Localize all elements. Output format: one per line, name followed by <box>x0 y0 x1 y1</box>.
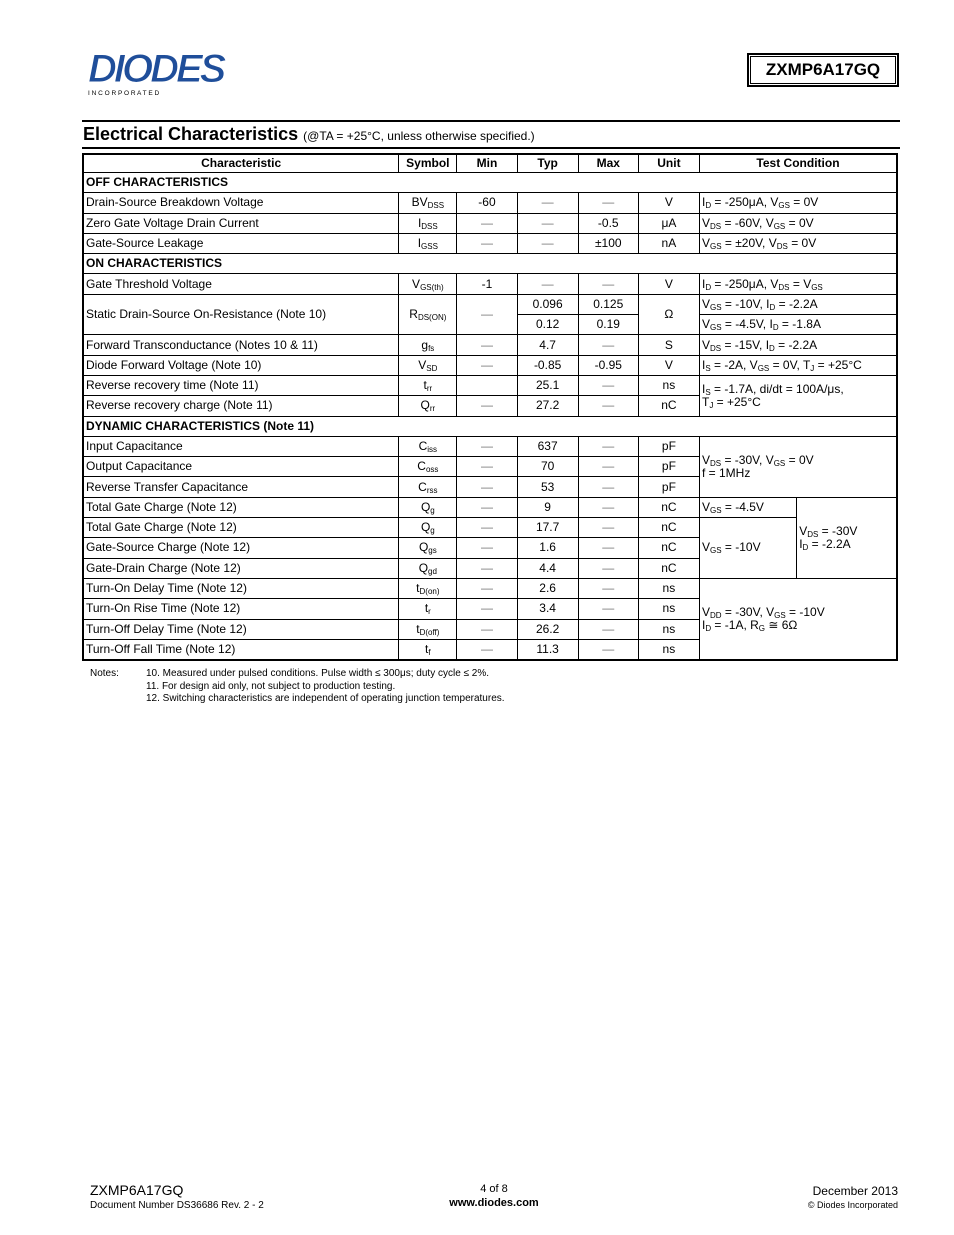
unit-cell: nC <box>638 538 699 558</box>
typ-cell: 17.7 <box>517 518 578 538</box>
test-cell: $I_S = -2A$, $V_{GS} = 0V$, $T_J = +25^\circ C$ <box>699 355 897 375</box>
table-row <box>83 274 897 294</box>
table-row <box>83 294 897 314</box>
max-cell: — <box>578 599 638 619</box>
typ-cell: 4.4 <box>517 558 578 578</box>
max-cell: — <box>578 457 638 477</box>
max-cell: — <box>578 558 638 578</box>
min-cell: — <box>457 538 517 558</box>
char-cell: Diode Forward Voltage (Note 10) <box>83 355 399 375</box>
char-cell: Output Capacitance <box>83 457 399 477</box>
symbol-cell: $Q_g$ <box>399 518 457 538</box>
typ-cell: 53 <box>517 477 578 497</box>
table-row <box>83 578 897 598</box>
note-item: 11. For design aid only, not subject to production testing. <box>146 680 396 692</box>
typ-cell: 9 <box>517 497 578 517</box>
section-condition: (@TA = +25°C, unless otherwise specified.) <box>303 129 535 143</box>
max-cell: — <box>578 436 638 456</box>
max-cell: — <box>578 518 638 538</box>
table-row <box>83 497 897 517</box>
symbol-cell: $V_{SD}$ <box>399 355 457 375</box>
table-row <box>83 193 897 213</box>
typ-cell: 3.4 <box>517 599 578 619</box>
unit-cell: ns <box>638 639 699 660</box>
unit-cell: ns <box>638 599 699 619</box>
char-cell: Total Gate Charge (Note 12) <box>83 497 399 517</box>
char-cell: Gate-Source Leakage <box>83 233 399 253</box>
typ-cell: — <box>517 213 578 233</box>
unit-cell: V <box>638 193 699 213</box>
max-cell: — <box>578 274 638 294</box>
table-row <box>83 355 897 375</box>
min-cell: — <box>457 355 517 375</box>
unit-cell: nC <box>638 518 699 538</box>
typ-cell: 11.3 <box>517 639 578 660</box>
symbol-cell: $t_{D(on)}$ <box>399 578 457 598</box>
header-unit: Unit <box>638 154 699 173</box>
test-cell: $V_{GS} = -4.5V$ <box>699 497 796 517</box>
typ-cell: 25.1 <box>517 375 578 395</box>
header-typ: Typ <box>517 154 578 173</box>
symbol-cell: $C_{oss}$ <box>399 457 457 477</box>
unit-cell: nC <box>638 558 699 578</box>
typ-cell: 0.096 <box>517 294 578 314</box>
max-cell: ±100 <box>578 233 638 253</box>
footer-part: ZXMP6A17GQ <box>90 1182 184 1198</box>
note-item: 10. Measured under pulsed conditions. Pulse width ≤ 300μs; duty cycle ≤ 2%. <box>146 668 490 679</box>
min-cell: -1 <box>457 274 517 294</box>
char-cell: Turn-On Rise Time (Note 12) <box>83 599 399 619</box>
char-cell: Gate-Drain Charge (Note 12) <box>83 558 399 578</box>
section-title <box>83 124 535 145</box>
typ-cell: — <box>517 193 578 213</box>
section-dynamic: DYNAMIC CHARACTERISTICS (Note 11) <box>83 416 897 436</box>
min-cell: — <box>457 578 517 598</box>
unit-cell: Ω <box>638 294 699 335</box>
symbol-cell: $I_{DSS}$ <box>399 213 457 233</box>
min-cell: — <box>457 619 517 639</box>
part-number: ZXMP6A17GQ <box>765 60 881 79</box>
char-cell: Gate-Source Charge (Note 12) <box>83 538 399 558</box>
char-cell: Forward Transconductance (Notes 10 & 11) <box>83 335 399 355</box>
min-cell: — <box>457 477 517 497</box>
test-cell: $V_{DS} = -15V$, $I_D = -2.2A$ <box>699 335 897 355</box>
symbol-cell: $Q_{gs}$ <box>399 538 457 558</box>
footer-date: December 2013 <box>812 1184 898 1198</box>
footer-right <box>808 1184 898 1210</box>
table-row <box>83 436 897 456</box>
unit-cell: pF <box>638 436 699 456</box>
typ-cell: 70 <box>517 457 578 477</box>
min-cell: — <box>457 457 517 477</box>
table-row <box>83 173 897 193</box>
symbol-cell: $BV_{DSS}$ <box>399 193 457 213</box>
typ-cell: 2.6 <box>517 578 578 598</box>
logo-wordmark: DIODES <box>88 50 224 91</box>
note-item: 12. Switching characteristics are independent of operating junction temperatures. <box>146 693 505 704</box>
unit-cell: pF <box>638 457 699 477</box>
footer-left <box>90 1182 264 1211</box>
max-cell: — <box>578 477 638 497</box>
test-cell: $V_{GS} = -10V$ <box>699 518 796 579</box>
typ-cell: — <box>517 233 578 253</box>
unit-cell: ns <box>638 619 699 639</box>
max-cell: — <box>578 193 638 213</box>
max-cell: — <box>578 335 638 355</box>
unit-cell: S <box>638 335 699 355</box>
test-cell: $V_{DS} = -30V$ $I_D = -2.2A$ <box>797 497 897 578</box>
min-cell: — <box>457 558 517 578</box>
table-header-row <box>83 154 897 173</box>
max-cell: 0.125 <box>578 294 638 314</box>
min-cell: — <box>457 599 517 619</box>
header-symbol: Symbol <box>399 154 457 173</box>
header-min: Min <box>457 154 517 173</box>
char-cell: Input Capacitance <box>83 436 399 456</box>
table-row <box>83 213 897 233</box>
symbol-cell: $Q_{gd}$ <box>399 558 457 578</box>
header-test-condition: Test Condition <box>699 154 897 173</box>
section-off: OFF CHARACTERISTICS <box>83 173 897 193</box>
unit-cell: nA <box>638 233 699 253</box>
max-cell: -0.95 <box>578 355 638 375</box>
min-cell: — <box>457 233 517 253</box>
min-cell: — <box>457 639 517 660</box>
unit-cell: V <box>638 355 699 375</box>
section-title-text: Electrical Characteristics <box>83 124 299 144</box>
test-cell: $I_D = -250\mu A$, $V_{DS} = V_{GS}$ <box>699 274 897 294</box>
table-row <box>83 335 897 355</box>
test-cell: $V_{GS} = \pm 20V$, $V_{DS} = 0V$ <box>699 233 897 253</box>
typ-cell: 4.7 <box>517 335 578 355</box>
max-cell: — <box>578 578 638 598</box>
unit-cell: nC <box>638 396 699 416</box>
symbol-cell: $t_{rr}$ <box>399 375 457 395</box>
max-cell: — <box>578 639 638 660</box>
min-cell: — <box>457 497 517 517</box>
min-cell: — <box>457 518 517 538</box>
symbol-cell: $C_{rss}$ <box>399 477 457 497</box>
typ-cell: 26.2 <box>517 619 578 639</box>
char-cell: Reverse recovery charge (Note 11) <box>83 396 399 416</box>
char-cell: Gate Threshold Voltage <box>83 274 399 294</box>
diodes-logo <box>88 50 260 98</box>
electrical-characteristics-table <box>82 153 898 661</box>
typ-cell: -0.85 <box>517 355 578 375</box>
footer-website-link[interactable]: www.diodes.com <box>449 1197 539 1209</box>
typ-cell: 27.2 <box>517 396 578 416</box>
max-cell: -0.5 <box>578 213 638 233</box>
table-row <box>83 254 897 274</box>
test-cell: $V_{GS} = -10V$, $I_D = -2.2A$ <box>699 294 897 314</box>
typ-cell: 637 <box>517 436 578 456</box>
max-cell: — <box>578 497 638 517</box>
header-max: Max <box>578 154 638 173</box>
min-cell: — <box>457 396 517 416</box>
max-cell: — <box>578 375 638 395</box>
test-freq: f = 1MHz <box>701 465 751 480</box>
test-cell: $V_{DS} = -30V$, $V_{GS} = 0V$ f = 1MHz <box>699 436 897 497</box>
symbol-cell: $C_{iss}$ <box>399 436 457 456</box>
char-cell: Turn-On Delay Time (Note 12) <box>83 578 399 598</box>
notes-label: Notes: <box>90 668 119 679</box>
unit-cell: ns <box>638 578 699 598</box>
section-rule <box>82 147 900 149</box>
test-cell: $V_{GS} = -4.5V$, $I_D = -1.8A$ <box>699 315 897 335</box>
footer-copyright: © Diodes Incorporated <box>807 1200 898 1210</box>
max-cell: 0.19 <box>578 315 638 335</box>
table-row <box>83 518 897 538</box>
footer-doc-number: Document Number DS36686 Rev. 2 - 2 <box>90 1200 264 1211</box>
symbol-cell: $t_{D(off)}$ <box>399 619 457 639</box>
min-cell: — <box>457 213 517 233</box>
min-cell: — <box>457 335 517 355</box>
max-cell: — <box>578 619 638 639</box>
symbol-cell: $t_r$ <box>399 599 457 619</box>
max-cell: — <box>578 538 638 558</box>
char-cell: Static Drain-Source On-Resistance (Note 10) <box>83 294 399 335</box>
char-cell: Total Gate Charge (Note 12) <box>83 518 399 538</box>
table-row <box>83 416 897 436</box>
logo-subtitle: I N C O R P O R A T E D <box>88 90 160 97</box>
unit-cell: ns <box>638 375 699 395</box>
test-cell: $I_S = -1.7A$, di/dt = 100A/μs, $T_J = +25^\circ C$ <box>699 375 897 416</box>
char-cell: Turn-Off Fall Time (Note 12) <box>83 639 399 660</box>
table-row <box>83 233 897 253</box>
min-cell: -60 <box>457 193 517 213</box>
max-cell: — <box>578 396 638 416</box>
table-row <box>83 375 897 395</box>
symbol-cell: $I_{GSS}$ <box>399 233 457 253</box>
test-cell: $I_D = -250\mu A$, $V_{GS} = 0V$ <box>699 193 897 213</box>
char-cell: Reverse Transfer Capacitance <box>83 477 399 497</box>
char-cell: Zero Gate Voltage Drain Current <box>83 213 399 233</box>
unit-cell: nC <box>638 497 699 517</box>
unit-cell: pF <box>638 477 699 497</box>
typ-cell: 0.12 <box>517 315 578 335</box>
min-cell: — <box>457 294 517 335</box>
symbol-cell: $Q_g$ <box>399 497 457 517</box>
part-number-box <box>747 53 899 87</box>
symbol-cell: $g_{fs}$ <box>399 335 457 355</box>
unit-cell: V <box>638 274 699 294</box>
char-cell: Turn-Off Delay Time (Note 12) <box>83 619 399 639</box>
symbol-cell: $V_{GS(th)}$ <box>399 274 457 294</box>
typ-cell: — <box>517 274 578 294</box>
notes-list <box>146 668 505 706</box>
typ-cell: 1.6 <box>517 538 578 558</box>
section-on: ON CHARACTERISTICS <box>83 254 897 274</box>
footer-center <box>394 1183 594 1209</box>
header-characteristic: Characteristic <box>83 154 399 173</box>
char-cell: Reverse recovery time (Note 11) <box>83 375 399 395</box>
min-cell: — <box>457 436 517 456</box>
header-rule <box>82 120 900 122</box>
footer-page: 4 of 8 <box>480 1183 508 1195</box>
symbol-cell: $Q_{rr}$ <box>399 396 457 416</box>
min-cell <box>457 375 517 395</box>
symbol-cell: $R_{DS(ON)}$ <box>399 294 457 335</box>
test-cell: $V_{DD} = -30V$, $V_{GS} = -10V$ $I_D = -1A$, $R_G$ ≅ 6Ω <box>699 578 897 660</box>
test-cell: $V_{DS} = -60V$, $V_{GS} = 0V$ <box>699 213 897 233</box>
char-cell: Drain-Source Breakdown Voltage <box>83 193 399 213</box>
symbol-cell: $t_f$ <box>399 639 457 660</box>
unit-cell: μA <box>638 213 699 233</box>
